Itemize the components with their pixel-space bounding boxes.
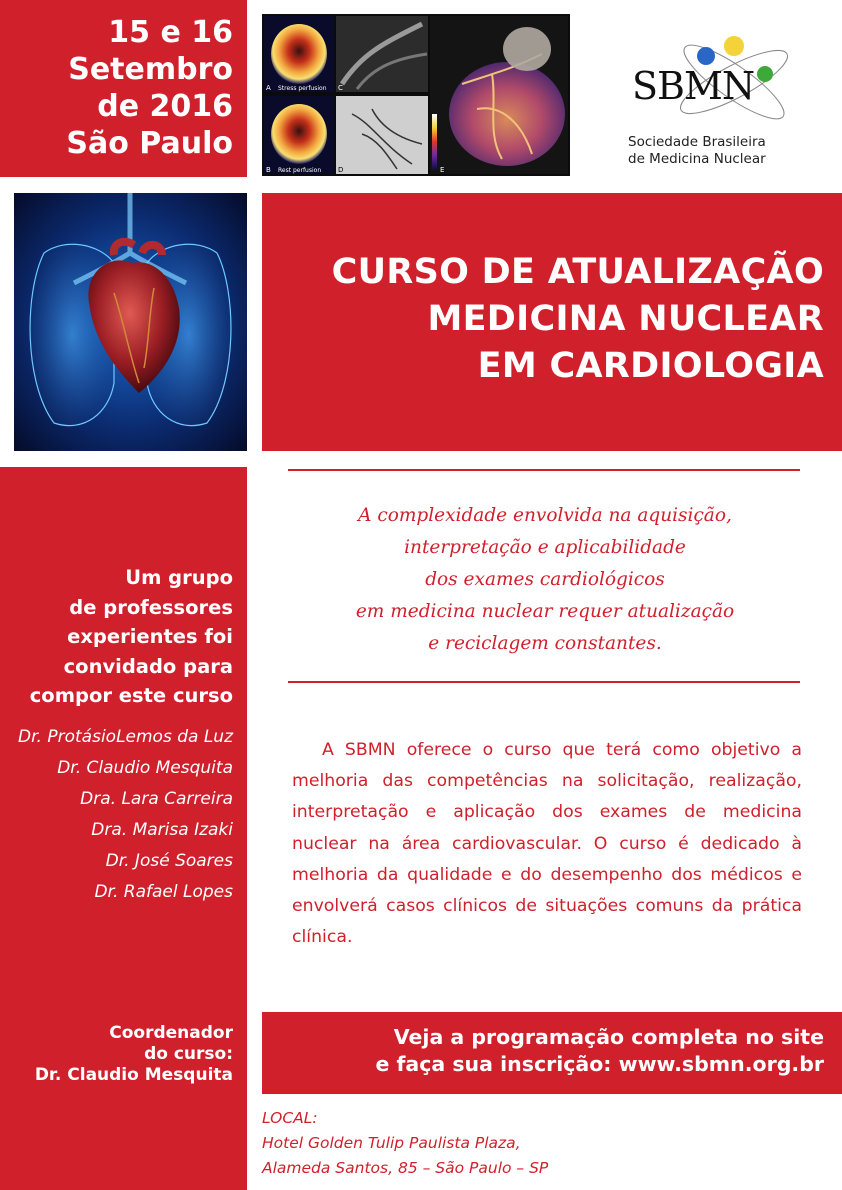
left-sidebar: [0, 467, 247, 1190]
quote-line: A complexidade envolvida na aquisição,: [358, 505, 732, 526]
venue-info: [262, 1106, 548, 1181]
scan-label-rest: Rest perfusion: [278, 167, 322, 174]
title-line: EM CARDIOLOGIA: [477, 346, 824, 386]
coordinator: [35, 1023, 233, 1086]
doctor-name: Dr. José Soares: [105, 851, 233, 871]
cta-line[interactable]: e faça sua inscrição: www.sbmn.org.br: [375, 1052, 824, 1076]
venue-address: Alameda Santos, 85 – São Paulo – SP: [262, 1159, 549, 1177]
date-line: São Paulo: [66, 126, 233, 161]
event-date: [66, 14, 233, 162]
intro-quote: [290, 500, 800, 660]
doctor-name: Dr. Claudio Mesquita: [57, 758, 233, 778]
course-title: [332, 249, 824, 390]
registration-banner: [262, 1012, 842, 1094]
sbmn-logo: [624, 30, 824, 170]
venue-name: Hotel Golden Tulip Paulista Plaza,: [262, 1134, 521, 1152]
date-line: de 2016: [97, 89, 233, 124]
scan-label-e: E: [440, 166, 445, 174]
date-line: 15 e 16: [108, 15, 233, 50]
description-paragraph: A SBMN oferece o curso que terá como objetivo a melhoria das competências na solicitação, realização, interpretação e aplicação dos exames de medicina nuclear na área cardiovascular. O curso é dedicado à melhoria da qualidade e do desempenho dos médicos e envolverá casos clínicos de situações comuns da prática clínica.: [292, 740, 802, 948]
group-intro: [30, 563, 233, 711]
doctor-name: Dra. Lara Carreira: [80, 789, 233, 809]
course-title-block: [262, 193, 842, 451]
coordinator-line: Dr. Claudio Mesquita: [34, 1065, 233, 1085]
logo-subtitle: [628, 134, 766, 168]
scan-label-a: A: [266, 84, 271, 92]
logo-subtitle-line: Sociedade Brasileira: [628, 134, 766, 150]
cardiac-scan-image: [262, 14, 570, 176]
date-block: [0, 0, 247, 177]
scan-label-c: C: [338, 84, 343, 92]
registration-text: [375, 1024, 824, 1078]
scan-label-d: D: [338, 166, 344, 174]
heart-illustration: [14, 193, 247, 451]
quote-line: dos exames cardiológicos: [425, 569, 665, 590]
course-description: [292, 735, 802, 953]
group-line: de professores: [69, 595, 233, 619]
group-line: convidado para: [63, 654, 233, 678]
group-line: compor este curso: [29, 684, 233, 707]
logo-brand: SBMN: [632, 64, 755, 108]
quote-line: e reciclagem constantes.: [428, 633, 662, 654]
doctor-name: Dr. Rafael Lopes: [94, 882, 233, 902]
bottom-divider: [288, 681, 800, 683]
title-line: MEDICINA NUCLEAR: [427, 299, 824, 339]
scan-label-b: B: [266, 166, 271, 174]
venue-heading: LOCAL:: [262, 1109, 318, 1127]
date-line: Setembro: [68, 52, 233, 87]
coordinator-line: do curso:: [144, 1044, 233, 1064]
logo-subtitle-line: de Medicina Nuclear: [628, 151, 766, 167]
group-line: Um grupo: [125, 566, 233, 589]
quote-line: interpretação e aplicabilidade: [404, 537, 686, 558]
coordinator-line: Coordenador: [109, 1023, 233, 1043]
quote-line: em medicina nuclear requer atualização: [355, 601, 735, 622]
group-line: experientes foi: [67, 625, 233, 648]
scan-label-stress: Stress perfusion: [278, 85, 327, 92]
cardiac-scan-graphic: [262, 14, 570, 176]
heart-graphic: [14, 193, 247, 451]
doctor-name: Dra. Marisa Izaki: [91, 820, 233, 840]
doctor-name: Dr. ProtásioLemos da Luz: [18, 727, 233, 747]
doctor-list: [18, 722, 233, 908]
cta-line: Veja a programação completa no site: [393, 1025, 824, 1049]
top-divider: [288, 469, 800, 471]
title-line: CURSO DE ATUALIZAÇÃO: [331, 252, 824, 292]
